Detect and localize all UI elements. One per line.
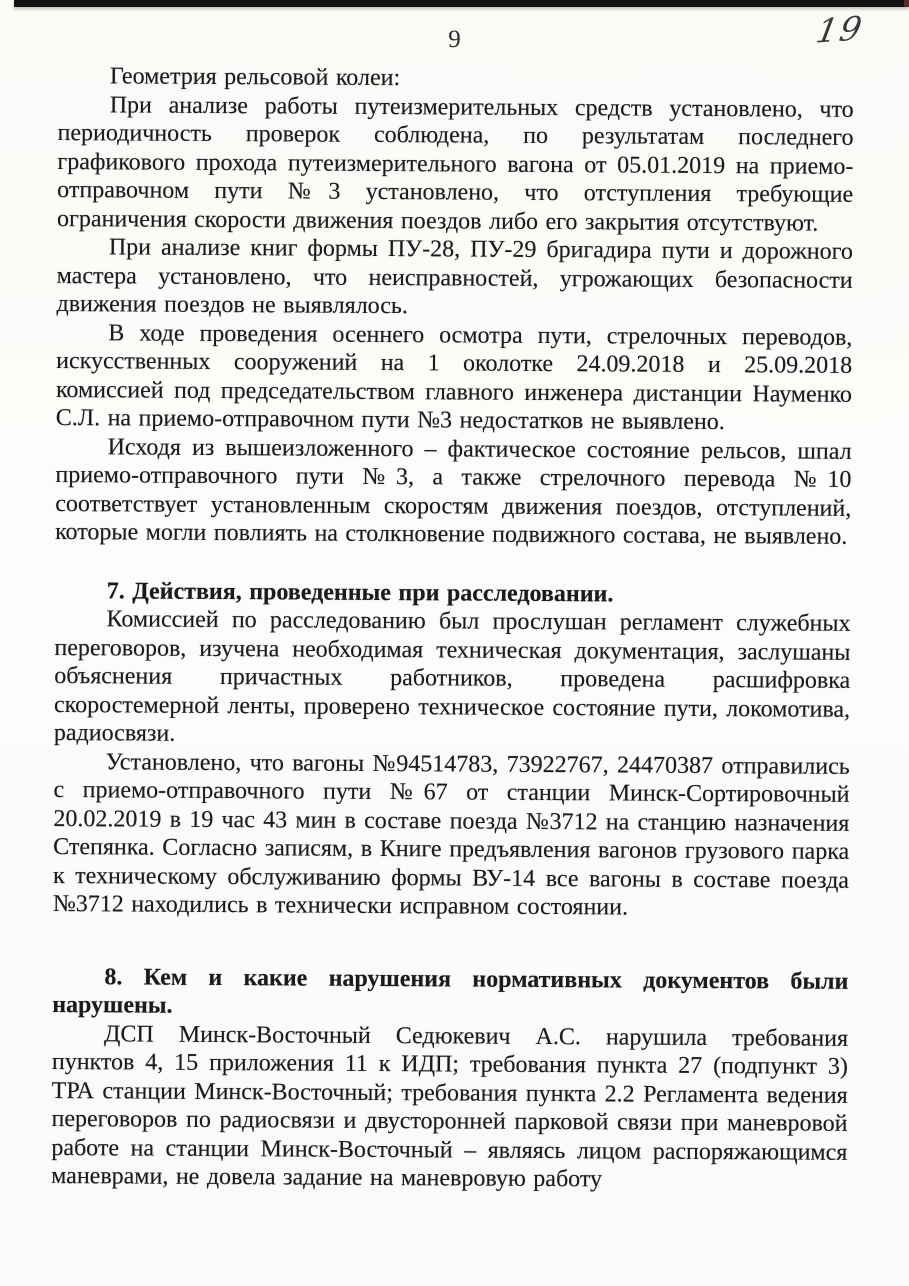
section-7-heading: 7. Действия, проведенные при расследовании. (106, 577, 614, 607)
paragraph-dsp-violations: ДСП Минск-Восточный Седюкевич А.С. нарушила требования пунктов 4, 15 приложения 11 к ИДП; требования пункта 27 (подпункт 3) ТРА станции Минск-Восточный; требования пункта 2.2 Регламента ведения переговоров по радиосвязи и двусторонней парковой связи при маневровой работе на станции Минск-Восточный – являясь лицом распоряжающимся маневрами, не довела задание на маневровую работу (51, 1020, 849, 1193)
paragraph-track-geometry-intro: Геометрия рельсовой колеи: (109, 63, 401, 92)
page-number: 9 (448, 26, 461, 53)
section-8-heading: 8. Кем и какие нарушения нормативных документов были нарушены. (52, 963, 849, 1019)
scanner-edge-artifact (14, 0, 909, 7)
paragraph-commission-actions: Комиссией по расследованию был прослушан регламент служебных переговоров, изучена необходимая техническая документация, заслушаны объяснения причастных работников, проведена расшифровка скоростемерной ленты, проверено техническое состояние пути, локомотива, радиосвязи. (53, 606, 851, 747)
paragraph-rails-condition-conclusion: Исходя из вышеизложенного – фактическое состояние рельсов, шпал приемо-отправочного пути №3, а также стрелочного перевода №10 соответствует установленным скоростям движения поездов, отступлений, которые могли повлиять на столкновение подвижного состава, не выявлено. (55, 433, 852, 550)
paragraph-pu28-pu29-books-analysis: При анализе книг формы ПУ-28, ПУ-29 бригадира пути и дорожного мастера установлено, что неисправностей, угрожающих безопасности движения поездов не выявлялось. (56, 234, 853, 320)
handwritten-page-number: 19 (813, 8, 867, 51)
document-text-body (51, 62, 854, 1195)
paragraph-autumn-inspection: В ходе проведения осеннего осмотра пути, стрелочных переводов, искусственных сооружений на 1 околотке 24.09.2018 и 25.09.2018 комиссией под председательством главного инженера дистанции Науменко С.Л. на приемо-отправочном пути №3 недостатков не выявлено. (55, 319, 853, 436)
paragraph-wagons-departure: Установлено, что вагоны №94514783, 73922767, 24470387 отправились с приемо-отправочного пути №67 от станции Минск-Сортировочный 20.02.2019 в 19 час 43 мин в составе поезда №3712 на станцию назначения Степянка. Согласно записям, в Книге предъявления вагонов грузового парка к техническому обслуживанию формы ВУ-14 все вагоны в составе поезда №3712 находились в технически исправном состоянии. (52, 748, 850, 921)
paragraph-track-measurement-analysis: При анализе работы путеизмерительных средств установлено, что периодичность проверок соблюдена, по результатам последнего графикового прохода путеизмерительного вагона от 05.01.2019 на приемо-отправочном пути №3 установлено, что отступления требующие ограничения скорости движения поездов либо его закрытия отсутствуют. (56, 91, 854, 237)
